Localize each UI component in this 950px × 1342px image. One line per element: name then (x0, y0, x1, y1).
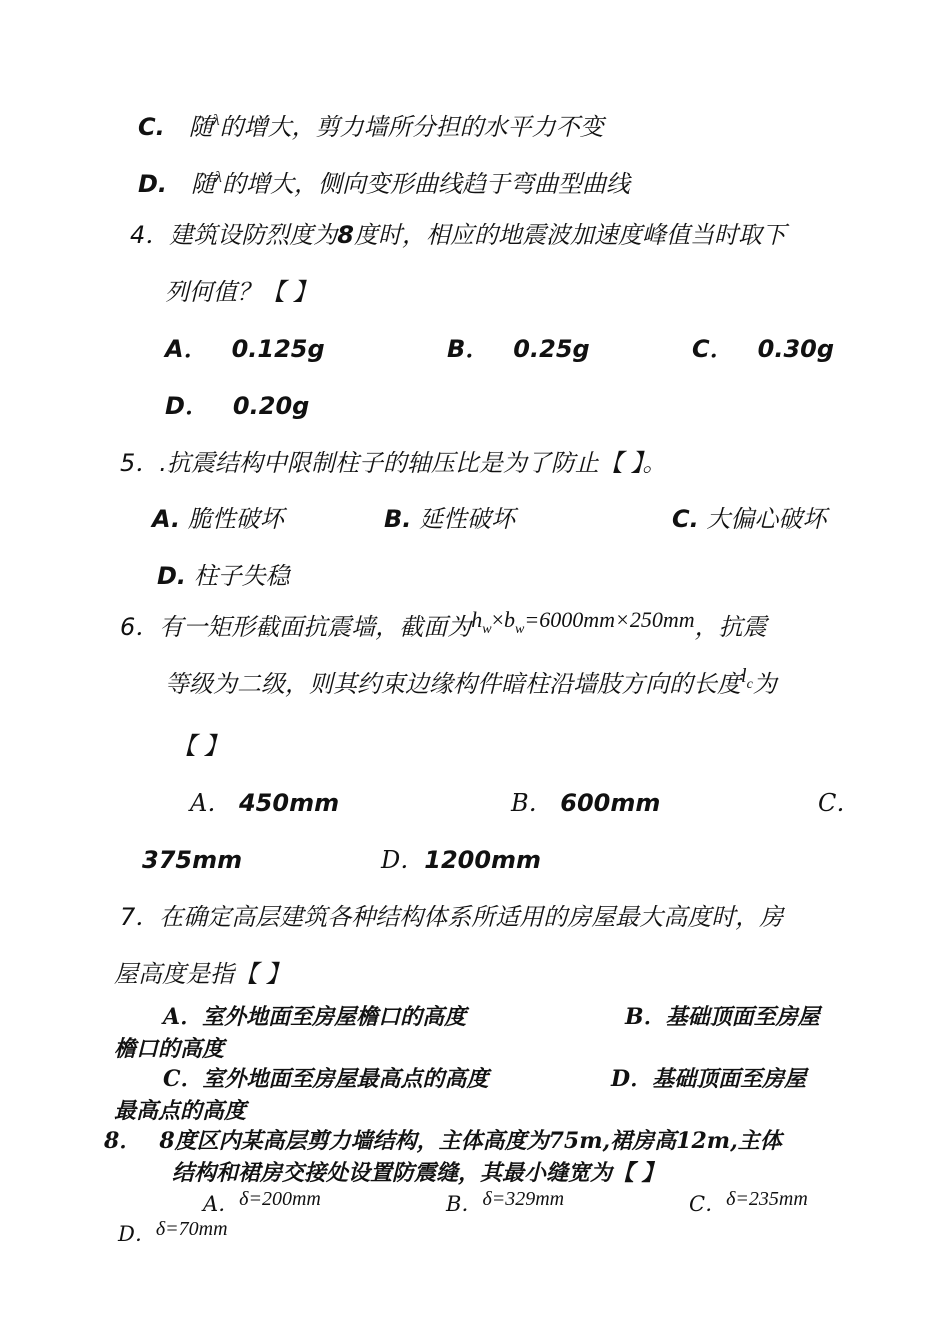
option-value: 600mm (560, 789, 661, 817)
lambda-symbol: λ (215, 169, 222, 186)
q4-option-c (692, 334, 834, 364)
option-label: D. (138, 170, 168, 198)
q7-option-b: B．基础顶面至房屋 (625, 1004, 820, 1030)
option-value: 0.20g (232, 392, 310, 420)
option-label: C． (692, 335, 734, 363)
q8-option-b (446, 1188, 564, 1220)
q8-option-c (689, 1188, 808, 1220)
q4-stem-line2: 列何值？【 】 (165, 278, 317, 306)
option-label: C. (672, 505, 699, 533)
formula-part: c (746, 677, 753, 692)
q5-option-d (157, 561, 290, 591)
question-text: ，抗震 (694, 613, 767, 641)
option-value: 柱子失稳 (193, 562, 290, 590)
option-label: A． (165, 335, 208, 363)
option-text: 随 (191, 170, 216, 198)
option-label: B． (446, 1192, 483, 1216)
question-number: 8． (104, 1128, 142, 1154)
option-label: C. (138, 113, 165, 141)
option-label: D． (118, 1222, 156, 1246)
question-text: 在确定高层建筑各种结构体系所适用的房屋最大高度时，房 (159, 903, 784, 931)
formula-part: b (504, 607, 516, 632)
question-text: .抗震结构中限制柱子的轴压比是为了防止【 】。 (159, 449, 667, 477)
question-text: 度时，相应的地震波加速度峰值当时取下 (353, 221, 786, 249)
option-value: 大偏心破坏 (706, 505, 827, 533)
q6-option-c-label (818, 788, 860, 818)
option-label: D． (381, 846, 425, 874)
q4-option-d (165, 391, 309, 421)
option-label: B. (384, 505, 412, 533)
q5-option-a (152, 504, 284, 534)
section-formula (471, 607, 695, 637)
option-value: 脆性破坏 (187, 505, 284, 533)
q6-stem-line1 (120, 607, 767, 653)
q6-option-a (190, 788, 339, 818)
q4-option-a (165, 334, 325, 364)
question-number: 5． (120, 449, 160, 477)
option-label: B． (511, 789, 553, 817)
question-text: 等级为二级，则其约束边缘构件暗柱沿墙肢方向的长度 (165, 670, 741, 698)
option-value: 延性破坏 (419, 505, 516, 533)
option-value: 0.30g (757, 335, 835, 363)
question-text: 建筑设防烈度为 (169, 221, 338, 249)
q8-stem-line1 (104, 1126, 782, 1156)
q7-option-d: D．基础顶面至房屋 (611, 1066, 807, 1092)
q6-option-b (511, 788, 660, 818)
q6-option-c-value (142, 845, 242, 875)
question-text: 为 (752, 670, 777, 698)
formula-part: l (741, 665, 747, 687)
question-text: 8度区内某高层剪力墙结构，主体高度为75m,裙房高12m,主体 (159, 1128, 782, 1154)
formula-part: h (471, 607, 483, 632)
q7-stem-line1 (120, 902, 783, 932)
question-text: 8 (337, 221, 354, 249)
q6-answer-bracket: 【 】 (172, 732, 228, 760)
formula-part: w (515, 622, 525, 637)
q7-stem-line2: 屋高度是指【 】 (114, 960, 290, 988)
option-label: C． (689, 1192, 727, 1216)
question-text: 有一矩形截面抗震墙，截面为 (159, 613, 472, 641)
q8-stem-line2: 结构和裙房交接处设置防震缝，其最小缝宽为【 】 (172, 1160, 664, 1186)
lc-symbol (741, 665, 753, 692)
option-value: δ=235mm (726, 1188, 808, 1210)
q5-option-b (384, 504, 515, 534)
q6-stem-line2 (165, 665, 777, 710)
option-label: A. (152, 505, 181, 533)
option-text: 随 (188, 113, 213, 141)
q6-option-d (381, 845, 541, 875)
q5-stem (120, 448, 667, 478)
q7-option-c: C．室外地面至房屋最高点的高度 (163, 1066, 489, 1092)
option-value: δ=200mm (239, 1188, 321, 1210)
option-text: 的增大，侧向变形曲线趋于弯曲型曲线 (221, 170, 630, 198)
q7-option-a: A．室外地面至房屋檐口的高度 (163, 1004, 467, 1030)
formula-part: =6000mm×250mm (524, 607, 695, 632)
option-value: 375mm (142, 846, 243, 874)
option-label: D. (157, 562, 187, 590)
option-label: B． (447, 335, 490, 363)
q3-option-d (138, 163, 630, 199)
option-value: δ=70mm (155, 1218, 228, 1240)
formula-part: w (482, 622, 492, 637)
q3-option-c (138, 106, 604, 142)
q7-option-b-cont: 檐口的高度 (114, 1036, 225, 1062)
q8-option-a (203, 1188, 321, 1220)
option-value: 0.125g (231, 335, 325, 363)
q4-stem-line1 (130, 220, 786, 250)
q4-option-b (447, 334, 590, 364)
option-label: C． (818, 789, 861, 817)
question-number: 6． (120, 613, 160, 641)
option-label: A． (203, 1192, 240, 1216)
formula-part: × (491, 607, 505, 632)
question-number: 7． (120, 903, 160, 931)
lambda-symbol: λ (212, 112, 220, 129)
q7-option-d-cont: 最高点的高度 (114, 1098, 247, 1124)
option-value: 0.25g (513, 335, 590, 363)
option-value: δ=329mm (482, 1188, 565, 1210)
question-number: 4． (130, 221, 170, 249)
option-value: 1200mm (424, 846, 542, 874)
q5-option-c (672, 504, 826, 534)
option-text: 的增大，剪力墙所分担的水平力不变 (219, 113, 604, 141)
option-value: 450mm (238, 789, 340, 817)
option-label: D． (165, 392, 209, 420)
q8-option-d (118, 1218, 228, 1250)
option-label: A． (190, 789, 232, 817)
